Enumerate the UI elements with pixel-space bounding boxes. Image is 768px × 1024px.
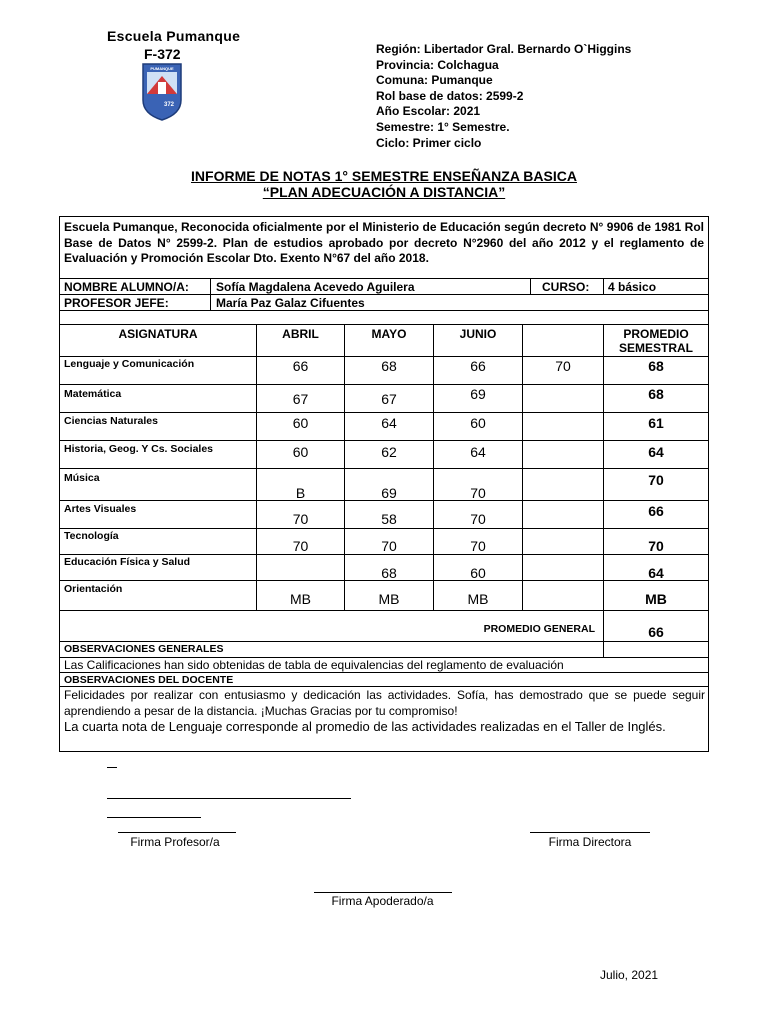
info-rol: Rol base de datos: 2599-2 [376,88,524,103]
divider [59,440,709,441]
school-code: F-372 [144,46,181,62]
divider [59,554,709,555]
logo-number: 372 [163,102,175,108]
blank-line [107,798,351,799]
grade-june: 64 [470,444,486,460]
teacher-label: PROFESOR JEFE: [64,296,169,310]
grade-average: 68 [648,358,664,374]
course-value: 4 básico [608,280,657,294]
report-subtitle: “PLAN ADECUACIÓN A DISTANCIA” [262,184,506,200]
general-observations-label: OBSERVACIONES GENERALES [64,643,224,655]
grade-april: 66 [292,358,309,374]
student-name-label: NOMBRE ALUMNO/A: [64,280,189,294]
school-name: Escuela Pumanque [107,28,241,44]
grade-april: 60 [292,444,309,460]
divider [59,310,709,311]
grade-average: 64 [648,444,664,460]
grade-may: 67 [381,391,397,407]
intro-paragraph: Escuela Pumanque, Reconocida oficialmente por el Ministerio de Educación según decreto N° 9906 de 1981 Rol Base de Datos N° 2599-2. Plan de estudios aprobado por decreto N°2960 del año 2012 y el reglamento de Evaluación y Promoción Escolar Dto. Exento N°67 del año 2018. [64,220,704,265]
teacher-observations-note: La cuarta nota de Lenguaje corresponde al promedio de las actividades realizadas en el Taller de Inglés. [64,719,666,734]
divider [59,610,709,611]
subject-name: Música [64,472,100,484]
teacher-signature-label: Firma Profesor/a [130,835,220,849]
school-logo [141,62,183,122]
divider [59,468,709,469]
divider [59,324,709,325]
header-may: MAYO [371,327,407,341]
director-signature-label: Firma Directora [548,835,632,849]
grade-average: 66 [648,503,664,519]
general-average-value: 66 [648,624,664,640]
grade-april: B [295,485,306,501]
logo-text: PUMANQUE [150,66,174,71]
grade-june: 60 [470,415,486,431]
report-title: INFORME DE NOTAS 1° SEMESTRE ENSEÑANZA BASICA [191,168,577,184]
signature-line [118,832,236,833]
signature-line [314,892,452,893]
info-semester: Semestre: 1° Semestre. [376,119,510,134]
header-subject: ASIGNATURA [118,327,198,341]
subject-name: Ciencias Naturales [64,415,158,427]
grade-june: 69 [470,386,486,402]
blank-line [107,767,117,768]
grade-june: 70 [470,538,486,554]
grade-average: 70 [648,538,664,554]
grade-extra: 70 [555,358,571,374]
document-date: Julio, 2021 [600,968,659,982]
subject-name: Lenguaje y Comunicación [64,358,195,370]
info-commune: Comuna: Pumanque [376,73,493,88]
teacher-name: María Paz Galaz Cifuentes [216,296,365,310]
grade-average: 68 [648,386,664,402]
grade-average: 61 [648,415,664,431]
subject-name: Orientación [64,583,123,595]
subject-name: Tecnología [64,530,119,542]
divider [59,528,709,529]
info-region: Región: Libertador Gral. Bernardo O`Higgins [376,42,632,56]
grade-june: 70 [470,485,486,501]
grade-may: 68 [381,565,397,581]
grade-june: 66 [470,358,486,374]
grade-april: 70 [292,511,309,527]
student-name: Sofía Magdalena Acevedo Aguilera [216,280,415,294]
subject-name: Historia, Geog. Y Cs. Sociales [64,443,214,455]
teacher-observations-label: OBSERVACIONES DEL DOCENTE [64,674,234,686]
divider [59,278,709,279]
grade-may: 68 [381,358,397,374]
grade-june: MB [467,591,489,607]
teacher-observations-text: Felicidades por realizar con entusiasmo y dedicación las actividades. Sofía, has demostrado que se puede seguir aprendiendo a pesar de la distancia. ¡Muchas Gracias por tu compromiso! [64,688,705,718]
divider [59,356,709,357]
subject-name: Educación Física y Salud [64,556,191,568]
grade-may: 62 [381,444,397,460]
divider [59,294,709,295]
subject-name: Matemática [64,388,122,400]
divider [59,384,709,385]
divider [530,278,531,294]
info-year: Año Escolar: 2021 [376,104,481,119]
subject-name: Artes Visuales [64,503,137,515]
divider [59,641,709,642]
divider [603,278,604,294]
divider [59,672,709,673]
grade-may: 58 [381,511,397,527]
course-label: CURSO: [542,280,590,294]
divider [210,278,211,310]
info-province: Provincia: Colchagua [376,57,499,72]
grade-april: MB [290,591,311,607]
grade-april: 60 [292,415,309,431]
school-info [376,42,631,151]
header-june: JUNIO [459,327,497,341]
signature-line [530,832,650,833]
guardian-signature-label: Firma Apoderado/a [331,894,434,908]
header-april: ABRIL [282,327,319,341]
grade-average: 64 [648,565,664,581]
grade-june: 70 [470,511,486,527]
grade-average: MB [645,591,667,607]
general-average-label: PROMEDIO GENERAL [483,623,595,635]
info-cycle: Ciclo: Primer ciclo [376,135,482,150]
grade-june: 60 [470,565,486,581]
blank-line [107,817,201,818]
divider [59,686,709,687]
header-average: PROMEDIO SEMESTRAL [618,327,693,355]
grade-april: 67 [292,391,309,407]
grade-may: MB [378,591,400,607]
grade-may: 70 [381,538,397,554]
grade-may: 69 [381,485,397,501]
grade-april: 70 [292,538,309,554]
teacher-observations [64,688,705,735]
grade-may: 64 [381,415,397,431]
grade-average: 70 [648,472,664,488]
divider [59,412,709,413]
general-observations-text: Las Calificaciones han sido obtenidas de tabla de equivalencias del reglamento de evaluación [64,658,564,672]
